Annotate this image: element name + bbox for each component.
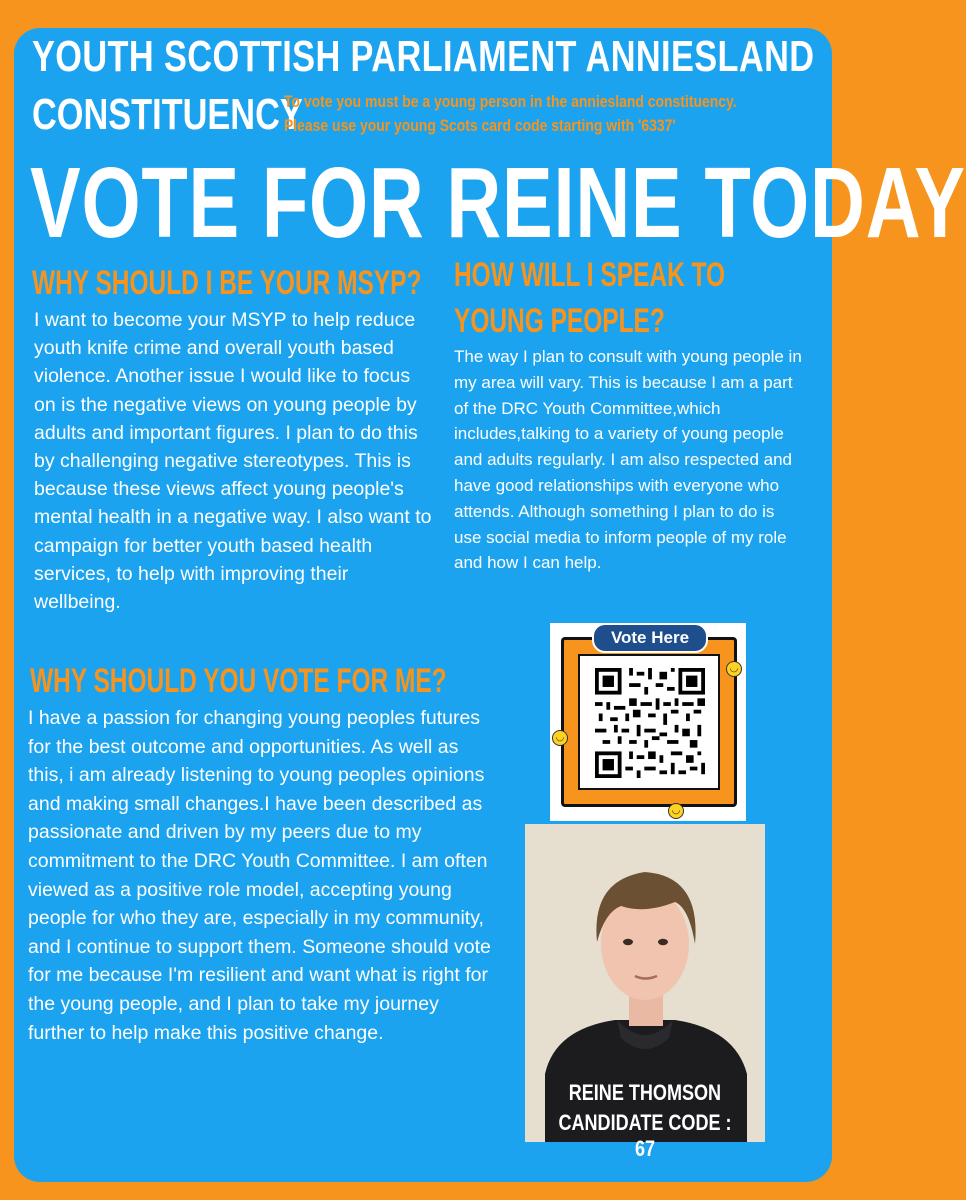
qr-inner bbox=[578, 654, 720, 790]
header-title-line2: CONSTITUENCY bbox=[32, 90, 303, 139]
vote-here-label: Vote Here bbox=[592, 623, 708, 653]
speak-heading-line1: HOW WILL I SPEAK TO bbox=[454, 256, 726, 294]
msyp-body: I want to become your MSYP to help reduce youth knife crime and overall youth based violence. Another issue I would like to focus on is the negative views on young people by adults and important figures. I plan to do this by challenging negative stereotypes. This is because these views affect young people's mental health in a negative way. I also want to campaign for better youth based health services, to help with improving their wellbeing. bbox=[34, 309, 432, 614]
smiley-icon: ◡ bbox=[726, 661, 742, 677]
candidate-code: CANDIDATE CODE : 67 bbox=[558, 1110, 732, 1161]
candidate-photo bbox=[525, 824, 765, 1161]
vote-body: I have a passion for changing young peoples futures for the best outcome and opportunities. As well as this, i am already listening to young peoples opinions and making small changes.I have been described as passionate and driven by my peers due to my commitment to the DRC Youth Committee. I am often viewed as a positive role model, accepting young people for who they are, especially in my community, and I continue to support them. Someone should vote for me because I'm resilient and want what is right for the young people, and I plan to take my journey further to help make this positive change. bbox=[28, 707, 491, 1044]
qr-code-icon[interactable] bbox=[595, 668, 705, 778]
speak-heading-line2: YOUNG PEOPLE? bbox=[454, 302, 665, 340]
eligibility-note-line2: Please use your young Scots card code starting with '6337' bbox=[284, 116, 676, 135]
headline: VOTE FOR REINE TODAY bbox=[30, 147, 966, 259]
vote-heading: WHY SHOULD YOU VOTE FOR ME? bbox=[30, 662, 447, 700]
speak-body: The way I plan to consult with young people in my area will vary. This is because I am a part of the DRC Youth Committee,which includes,talking to a variety of young people and adults regularly. I am also respected and have good relationships with everyone who attends. Although something I plan to do is use social media to inform people of my role and how I can help. bbox=[454, 347, 802, 573]
qr-vote-card[interactable] bbox=[550, 623, 746, 821]
eligibility-note-line1: To vote you must be a young person in the anniesland constituency. bbox=[284, 92, 737, 111]
header-title-line1: YOUTH SCOTTISH PARLIAMENT ANNIESLAND bbox=[32, 32, 815, 81]
smiley-icon: ◡ bbox=[668, 803, 684, 819]
qr-frame bbox=[561, 637, 737, 807]
candidate-name: REINE THOMSON bbox=[568, 1080, 722, 1105]
msyp-heading: WHY SHOULD I BE YOUR MSYP? bbox=[32, 264, 422, 302]
poster-panel bbox=[14, 28, 966, 1182]
smiley-icon: ◡ bbox=[552, 730, 568, 746]
